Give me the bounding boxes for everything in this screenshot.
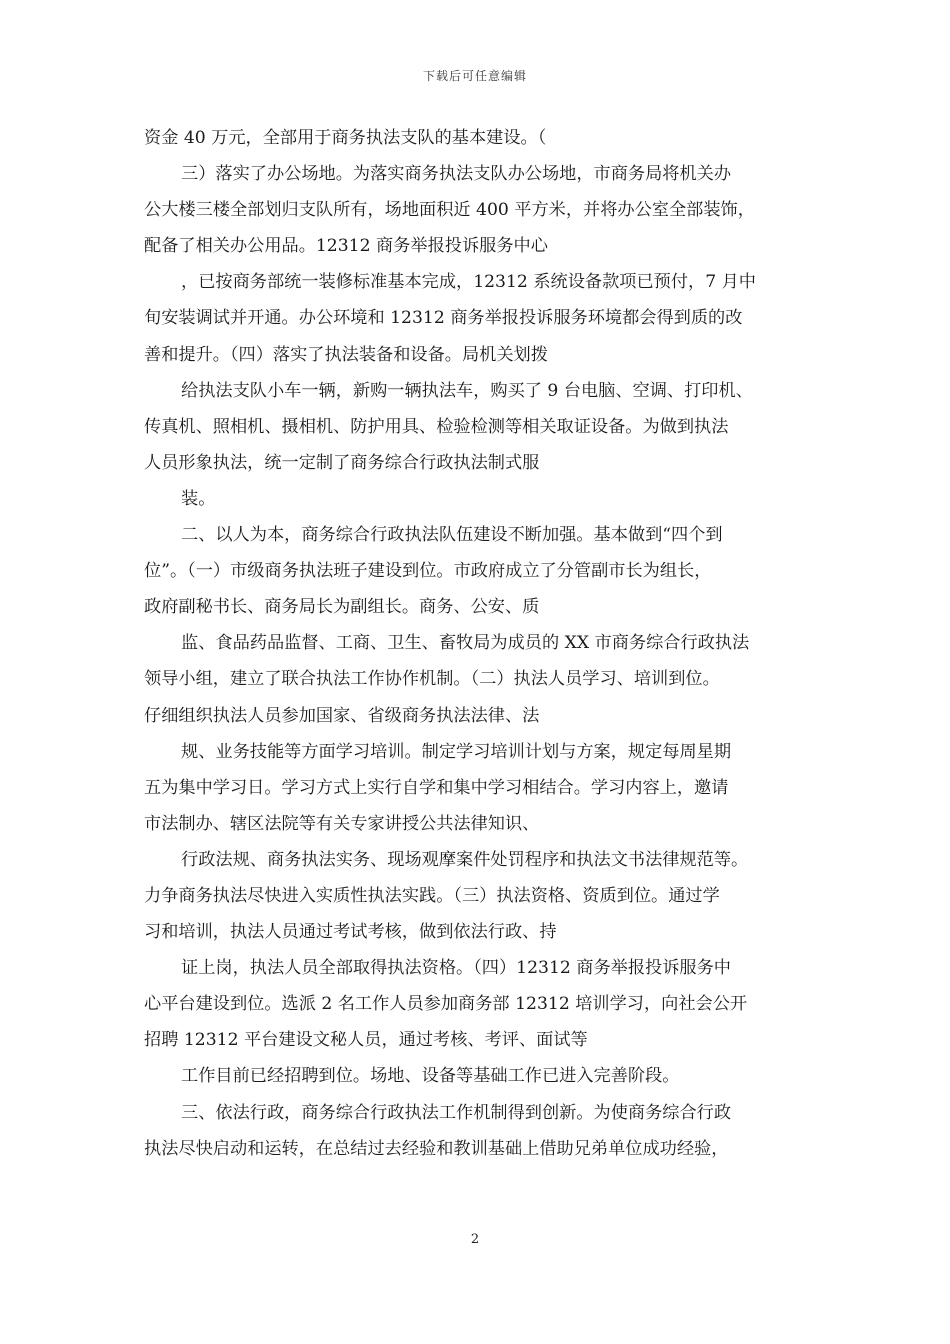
text-line: 招聘 12312 平台建设文秘人员，通过考核、考评、面试等 xyxy=(144,1030,588,1051)
text-line: 善和提升。（四）落实了执法装备和设备。局机关划拨 xyxy=(144,344,548,365)
text-line: 执法尽快启动和运转，在总结过去经验和教训基础上借助兄弟单位成功经验， xyxy=(144,1138,729,1159)
text-line: 政府副秘书长、商务局长为副组长。商务、公安、质 xyxy=(144,597,540,618)
text-line: 仔细组织执法人员参加国家、省级商务执法法律、法 xyxy=(144,705,540,726)
text-line: 监、食品药品监督、工商、卫生、畜牧局为成员的 XX 市商务综合行政执法 xyxy=(181,633,750,654)
text-line: 公大楼三楼全部划归支队所有，场地面积近 400 平方米，并将办公室全部装饰， xyxy=(144,200,755,221)
text-line: 力争商务执法尽快进入实质性执法实践。（三）执法资格、资质到位。通过学 xyxy=(144,885,720,906)
text-line: 给执法支队小车一辆，新购一辆执法车，购买了 9 台电脑、空调、打印机、 xyxy=(181,380,753,401)
text-line: 证上岗，执法人员全部取得执法资格。（四）12312 商务举报投诉服务中 xyxy=(181,958,731,979)
text-line: 旬安装调试并开通。办公环境和 12312 商务举报投诉服务环境都会得到质的改 xyxy=(144,308,743,329)
text-line: 习和培训，执法人员通过考试考核，做到依法行政、持 xyxy=(144,922,557,943)
text-line: ，已按商务部统一装修标准基本完成，12312 系统设备款项已预付，7 月中 xyxy=(181,272,756,293)
page-header: 下载后可任意编辑 xyxy=(422,69,527,83)
text-line: 人员形象执法，统一定制了商务综合行政执法制式服 xyxy=(144,452,540,473)
document-body xyxy=(144,120,814,1167)
text-line: 市法制办、辖区法院等有关专家讲授公共法律知识、 xyxy=(144,813,540,834)
text-line: 五为集中学习日。学习方式上实行自学和集中学习相结合。学习内容上，邀请 xyxy=(144,777,729,798)
text-line: 行政法规、商务执法实务、现场观摩案件处罚程序和执法文书法律规范等。 xyxy=(181,849,749,870)
page-number: 2 xyxy=(470,1232,480,1247)
text-line: 三）落实了办公场地。为落实商务执法支队办公场地，市商务局将机关办 xyxy=(181,164,732,185)
text-line: 传真机、照相机、摄相机、防护用具、检验检测等相关取证设备。为做到执法 xyxy=(144,416,729,437)
text-line: 配备了相关办公用品。12312 商务举报投诉服务中心 xyxy=(144,236,548,257)
text-line: 二、以人为本，商务综合行政执法队伍建设不断加强。基本做到“四个到 xyxy=(181,525,723,546)
text-line: 资金 40 万元，全部用于商务执法支队的基本建设。（ xyxy=(144,128,547,148)
text-line: 工作目前已经招聘到位。场地、设备等基础工作已进入完善阶段。 xyxy=(181,1066,680,1087)
text-line: 位”。（一）市级商务执法班子建设到位。市政府成立了分管副市长为组长， xyxy=(144,561,712,582)
text-line: 三、依法行政，商务综合行政执法工作机制得到创新。为使商务综合行政 xyxy=(181,1102,732,1123)
text-line: 心平台建设到位。选派 2 名工作人员参加商务部 12312 培训学习，向社会公开 xyxy=(144,994,748,1015)
text-line: 领导小组，建立了联合执法工作协作机制。（二）执法人员学习、培训到位。 xyxy=(144,669,720,690)
text-line: 装。 xyxy=(181,488,216,509)
text-line: 规、业务技能等方面学习培训。制定学习培训计划与方案，规定每周星期 xyxy=(181,741,732,762)
